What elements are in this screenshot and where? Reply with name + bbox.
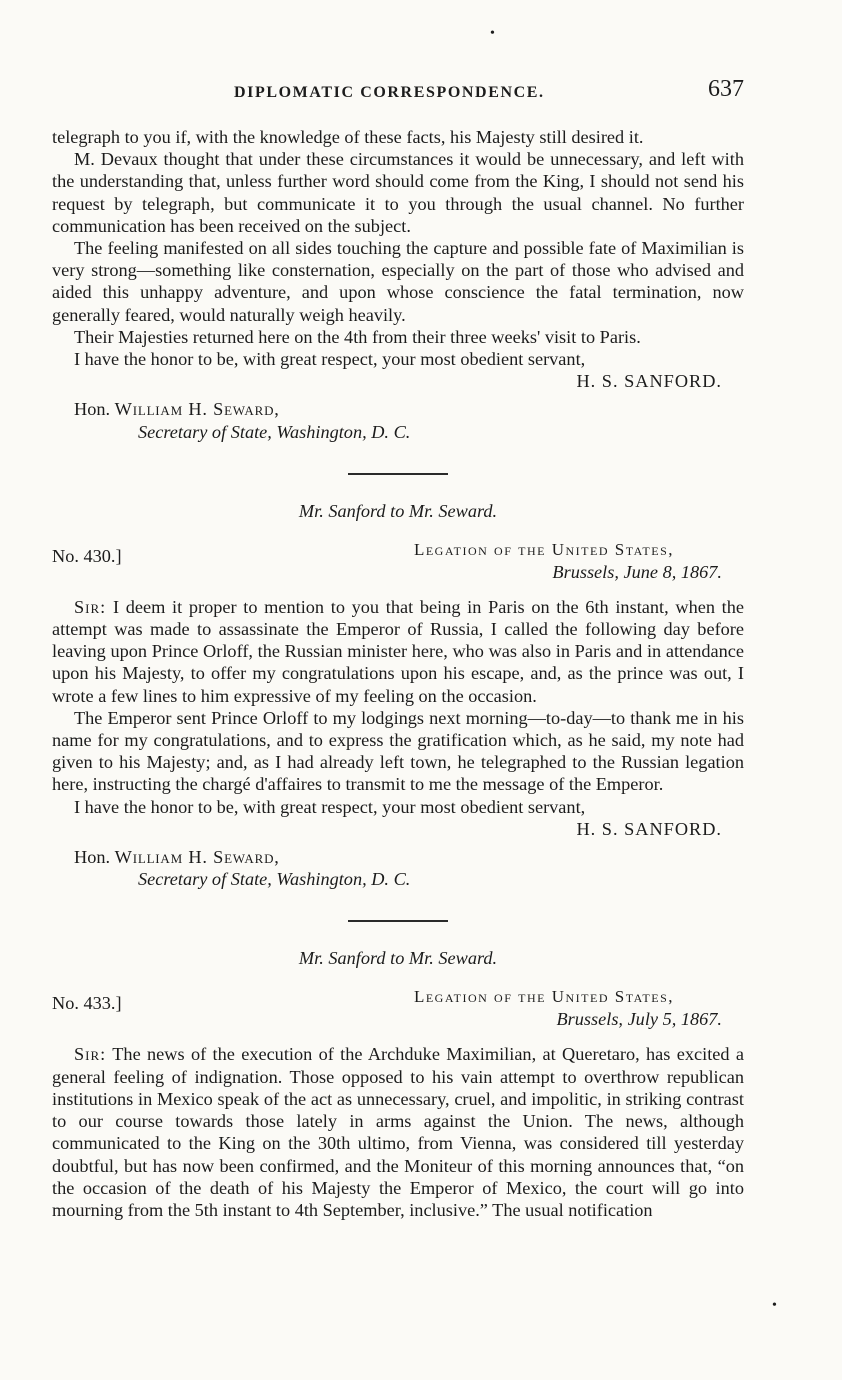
paragraph: The feeling manifested on all sides touching the capture and possible fate of Maximilian is very strong—something like consternation, especially on the part of those who advised and aided this unhappy adventure, and upon whose conscience the fatal termination, now generally feared, would naturally weigh heavily. [52, 238, 744, 325]
page-body [52, 126, 744, 1221]
signature: H. S. SANFORD. [576, 371, 722, 392]
addressee-title: Secretary of State, Washington, D. C. [138, 869, 411, 890]
dispatch-number: No. 433.] [52, 993, 122, 1014]
paragraph: telegraph to you if, with the knowledge of these facts, his Majesty still desired it. [52, 127, 644, 147]
legation-line: Legation of the United States, [413, 539, 674, 559]
page-number: 637 [708, 76, 744, 102]
paragraph: The Emperor sent Prince Orloff to my lodgings next morning—to-day—to thank me in his name for my congratulations, and to express the gratification which, as he said, my note had given to his Majesty; and, as I had already left town, he telegraphed to the Russian legation here, instructing the chargé d'affaires to transmit to me the message of the Emperor. [52, 707, 744, 795]
place-date-text: Brussels, July 5, 1867. [556, 1009, 722, 1030]
section-divider [348, 920, 448, 922]
legation-line: Legation of the United States, [413, 987, 674, 1007]
addressee-name: William H. Seward, [114, 847, 280, 868]
addressee [74, 398, 744, 420]
letter-title: Mr. Sanford to Mr. Seward. [298, 500, 498, 521]
closing-line: I have the honor to be, with great respect, your most obedient servant, [74, 796, 586, 817]
dispatch-number: No. 430.] [52, 545, 122, 566]
margin-speck: • [772, 1298, 777, 1313]
closing-line: I have the honor to be, with great respect, your most obedient servant, [74, 349, 586, 370]
addressee-name: William H. Seward, [114, 399, 280, 420]
paragraph-text: The news of the execution of the Archduke Maximilian, at Queretaro, has excited a general feeling of indignation. Those opposed to his vain attempt to overthrow republican institutions in Mexico speak of the act as unnecessary, cruel, and impolitic, in striking contrast to our course towards those lately in arms against the Union. The news, although communicated to the King on the 30th ultimo, from Vienna, was considered till yesterday doubtful, but has now been confirmed, and the Moniteur of this morning announces that, “on the occasion of the death of his Majesty the Emperor of Mexico, the court will go into mourning from the 5th instant to 4th September, inclusive.” The usual notification [52, 1044, 744, 1220]
section-divider [348, 473, 448, 475]
signature: H. S. SANFORD. [576, 818, 722, 839]
place-date-text: Brussels, June 8, 1867. [552, 561, 722, 582]
place-date [552, 562, 722, 583]
place-date [556, 1009, 722, 1030]
addressee-hon: Hon. [74, 399, 111, 420]
salutation: Sir: [74, 596, 107, 617]
paragraph [52, 596, 744, 707]
paragraph: Their Majesties returned here on the 4th from their three weeks' visit to Paris. [74, 326, 641, 347]
salutation: Sir: [74, 1044, 107, 1065]
addressee-hon: Hon. [74, 847, 111, 868]
addressee-title: Secretary of State, Washington, D. C. [138, 421, 411, 442]
page-header [52, 76, 744, 112]
addressee [74, 846, 744, 868]
dispatch-header [52, 540, 744, 586]
dispatch-header [52, 987, 744, 1033]
paragraph [52, 1043, 744, 1221]
running-head: DIPLOMATIC CORRESPONDENCE. [234, 84, 545, 101]
paragraph: M. Devaux thought that under these circumstances it would be unnecessary, and left with the understanding that, unless further word should come from the King, I should not send his request by telegraph, but communicate it to you through the usual channel. No further communication has been received on the subject. [52, 149, 744, 236]
letter-title: Mr. Sanford to Mr. Seward. [298, 948, 498, 969]
page-speck: • [490, 26, 495, 41]
paragraph-text: I deem it proper to mention to you that being in Paris on the 6th instant, when the attempt was made to assassinate the Emperor of Russia, I called the following day before leaving upon Prince Orloff, the Russian minister here, who was also in Paris and in attendance upon his Majesty, to offer my congratulations upon his escape, and, as the prince was out, I wrote a few lines to him expressive of my feeling on the occasion. [52, 596, 744, 706]
